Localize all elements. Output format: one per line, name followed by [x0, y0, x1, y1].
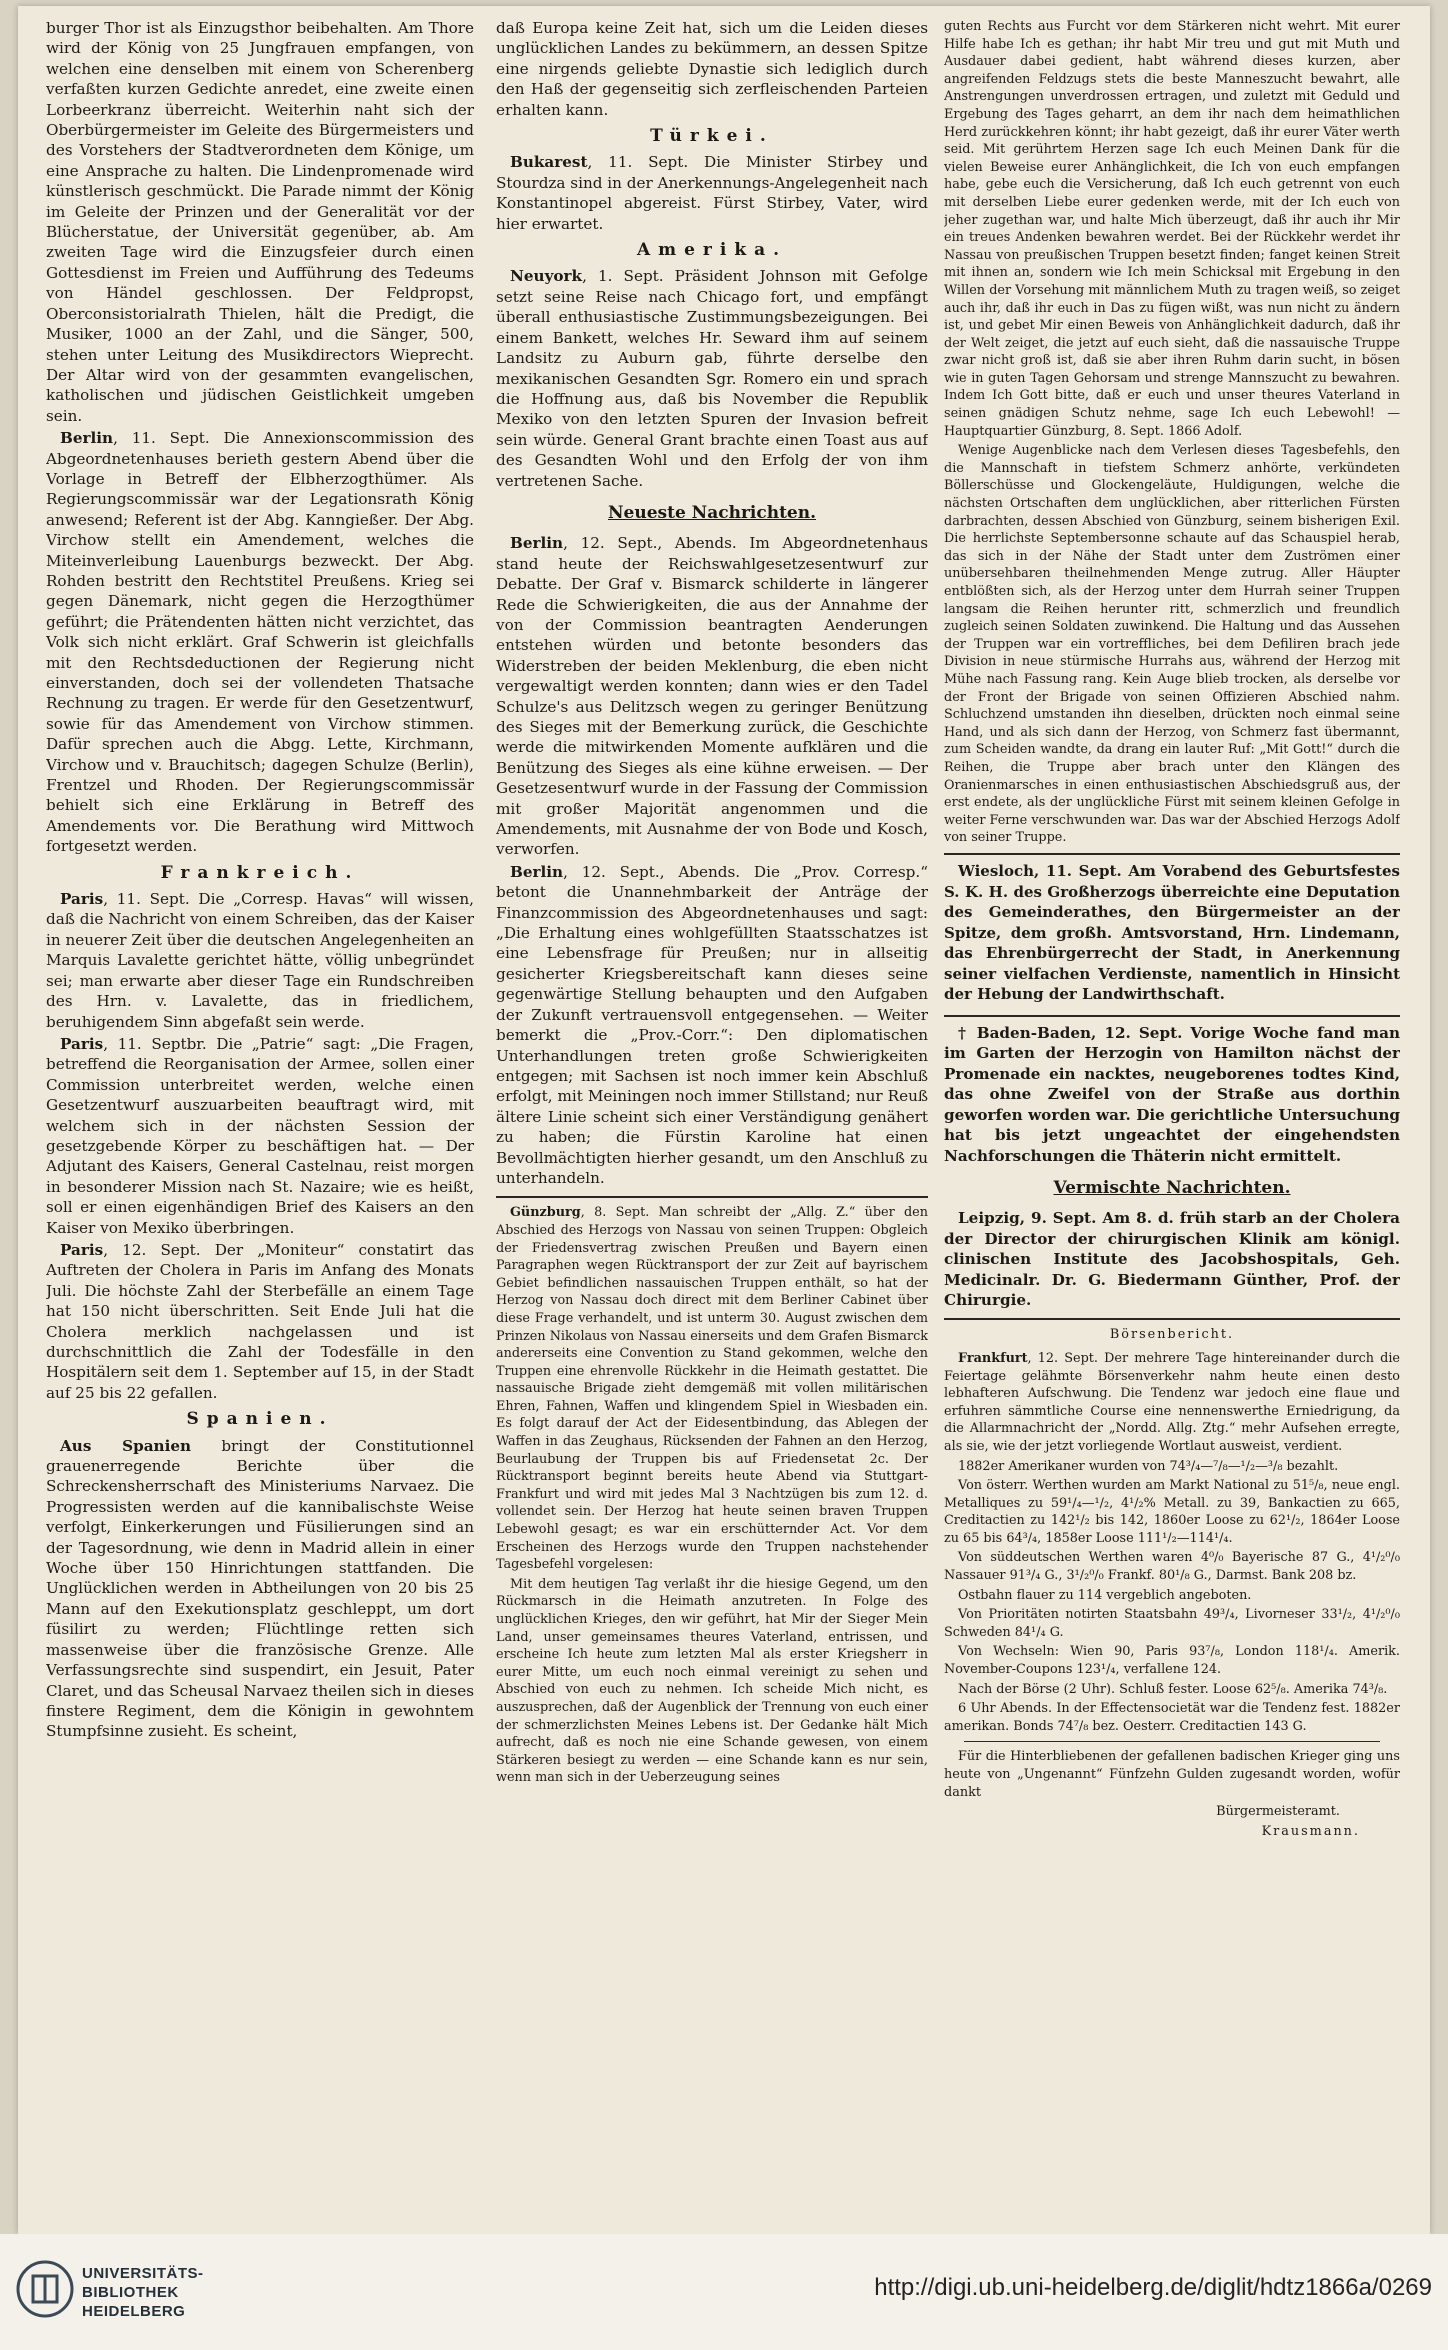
quote-line: Von österr. Werthen wurden am Markt National zu 51⁵/₈, neue engl. Metalliques zu 59¹/₄—¹/₂, 4¹/₂% Metall. zu 39, Bankactien zu 665, Creditactien zu 142¹/₂ bis 142, 1860er Loose zu 62¹/₂, 1864er Loose zu 65 bis 64³/₄, 1858er Loose 111¹/₂—114¹/₄.: [944, 1478, 1400, 1546]
divider: [964, 1741, 1380, 1742]
section-heading-frankreich: Frankreich.: [160, 862, 360, 883]
divider: [496, 1196, 928, 1198]
article-text: guten Rechts aus Furcht vor dem Stärkeren nicht wehrt. Mit eurer Hilfe habe Ich es gethan; ihr habt Mir treu und gut mit Muth und Ausdauer dabei gedient, habt während dieses kurzen, aber angreifenden Feldzugs stets die beste Manneszucht bewahrt, alle Anstrengungen unverdrossen ertragen, und zuletzt mit Geduld und Ergebung des Tages geharrt, an dem ihr nach dem heimathlichen Herd zurückkehren könnt; ihr habt gezeigt, daß ihr eurer Väter werth seid. Mit gerührtem Herzen sage Ich euch Meinen Dank für die vielen Beweise eurer Anhänglichkeit, die Ich von euch empfangen habe, gebe euch die Versicherung, daß Ich euch getrennt von euch mit derselben Liebe eurer gedenken werde, mit der Ich euch von jeher zugethan war, und halte Mich überzeugt, daß ihr auch ihr Mir ein treues Andenken bewahren werdet. Bei der Rückkehr werdet ihr Nassau von preußischen Truppen besetzt finden; fanget keinen Streit mit ihnen an, sondern wie Ich mein Schicksal mit Ergebung in den Willen der Vorsehung mit männlichem Muth zu tragen weiß, so zeiget auch ihr, daß ihr euch in Das zu fügen wißt, was nun nicht zu ändern ist, und gebet Mir einen Beweis von Anhänglichkeit dadurch, daß ihr der Welt zeiget, die jetzt auf euch sieht, daß die nassauische Truppe zwar nicht groß ist, daß sie aber ihren Ruhm darin sucht, in bösen wie in guten Tagen Gehorsam und strenge Mannszucht zu bewahren. Indem Ich Gott bitte, daß er euch und unser theures Vaterland in seinen gnädigen Schutz nehme, sage Ich euch Lebewohl! — Hauptquartier Günzburg, 8. Sept. 1866 Adolf.: [944, 19, 1400, 439]
column-2: [496, 18, 928, 2226]
notice-signer: Bürgermeisteramt.: [1216, 1804, 1340, 1820]
dateline: Aus Spanien: [60, 1436, 192, 1455]
article: [46, 1034, 474, 1238]
newspaper-page: [18, 6, 1430, 2234]
article: [496, 1204, 928, 1573]
quote-line: 6 Uhr Abends. In der Effectensocietät war die Tendenz fest. 1882er amerikan. Bonds 74⁷/₈ bez. Oesterr. Creditactien 143 G.: [944, 1701, 1400, 1734]
article: [496, 533, 928, 860]
library-name-line: BIBLIOTHEK: [82, 2284, 179, 2301]
boxed-news: [944, 853, 1400, 1017]
library-logo[interactable]: [10, 2254, 310, 2330]
article: [46, 889, 474, 1032]
footer-bar: [0, 2234, 1448, 2350]
article: [944, 1208, 1400, 1310]
article-text: burger Thor ist als Einzugsthor beibehalten. Am Thore wird der König von 25 Jungfrauen empfangen, von welchen eine denselben mit einem von Scherenberg verfaßten kurzen Gedichte anredet, eine zweite einen Lorbeerkranz überreicht. Weiterhin naht sich der Oberbürgermeister im Geleite des Bürgermeisters und des Vorstehers der Stadtverordneten dem Könige, um eine Ansprache zu halten. Die Lindenpromenade wird künstlerisch geschmückt. Die Parade nimmt der König im Geleite der Prinzen und der Generalität vor der Blücherstatue, der Universität gegenüber, ab. Am zweiten Tage wird die Einzugsfeier durch einen Gottesdienst im Freien und Aufführung des Tedeums von Händel geschlossen. Der Feldpropst, Oberconsistorialrath Thielen, hält die Predigt, die Musiker, 1000 an der Zahl, und die Sänger, 500, stehen unter Leitung des Musikdirectors Wieprecht. Der Altar wird von der gesammten evangelischen, katholischen und jüdischen Geistlichkeit umgeben sein.: [46, 19, 474, 425]
dateline: Neuyork: [510, 267, 583, 286]
notice-text: Für die Hinterbliebenen der gefallenen badischen Krieger ging uns heute von „Ungenannt“ Fünfzehn Gulden zugesandt worden, wofür dankt: [944, 1749, 1400, 1800]
article-text: , 8. Sept. Man schreibt der „Allg. Z.“ über den Abschied des Herzogs von Nassau von seinen Truppen: Obgleich der Friedensvertrag zwischen Preußen und Bayern einen Paragraphen wegen Rücktransport der zur Zeit auf bayrischem Gebiet befindlichen nassauischen Truppen enthält, so hat der Herzog von Nassau doch direct mit dem Berliner Cabinet über diese Frage verhandelt, und ist unterm 30. August zwischen dem Prinzen Nikolaus von Nassau einerseits und dem Grafen Bismarck andererseits eine Convention zu Stand gekommen, welche den Truppen eine ehrenvolle Rückkehr in die Heimath gestattet. Die nassauische Brigade zieht demgemäß mit vollen militärischen Ehren, Fahnen, Waffen und klingendem Spiel in Wiesbaden ein. Es folgt darauf der Act der Eidesentbindung, das Ablegen der Waffen in das Zeughaus, Rücksenden der Fahnen an den Herzog, Beurlaubung der Truppen bis auf Friedensetat 2c. Der Rücktransport beginnt bereits heute Abend via Stuttgart-Frankfurt und wird mit jedes Mal 3 Nachtzügen bis zum 12. d. vollendet sein. Der Herzog hat heute seinen braven Truppen Lebewohl gesagt; es war ein erschütternder Act. Vor dem Erscheinen des Herzogs wurde den Truppen nachstehender Tagesbefehl vorgelesen:: [496, 1205, 928, 1573]
article: [944, 1350, 1400, 1456]
dateline: Leipzig: [958, 1209, 1020, 1228]
dateline: Bukarest: [510, 153, 588, 172]
article-text: daß Europa keine Zeit hat, sich um die Leiden dieses unglücklichen Landes zu bekümmern, an dessen Spitze eine nirgends geliebte Dynastie sich lediglich durch den Haß der gegenseitig sich zerfleischenden Parteien erhalten kann.: [496, 19, 928, 119]
quote-line: Von süddeutschen Werthen waren 4⁰/₀ Bayerische 87 G., 4¹/₂⁰/₀ Nassauer 91³/₄ G., 3¹/₂⁰/₀ Frankf. 80¹/₈ G., Darmst. Bank 208 bz.: [944, 1550, 1400, 1584]
article-text: Wenige Augenblicke nach dem Verlesen dieses Tagesbefehls, den die Mannschaft in tiefstem Schmerz anhörte, verkündeten Böllerschüsse und Glockengeläute, Huldigungen, welche die nächsten Ortschaften dem unglücklichen, aber ritterlichen Fürsten darbrachten, dessen Abschied von Günzburg, seinem bisherigen Exil. Die herrlichste Septembersonne schaute auf das Schauspiel herab, das sich in der Nähe der Stadt unter dem Zuströmen einer unübersehbaren theilnehmenden Menge zutrug. Aller Häupter entblößten sich, als der Herzog unter dem Hurrah seiner Truppen langsam die Reihen herunter ritt, schmerzlich und freundlich zugleich seinen Soldaten zuwinkend. Die Haltung und das Aussehen der Truppen war ein vortreffliches, bei dem Defiliren brach jede Division in neue stürmische Hurrahs aus, während der Herzog mit Mühe nach Fassung rang. Kein Auge blieb trocken, als derselbe vor der Front der Brigade von seinen Offizieren Abschied nahm. Schluchzend umstanden ihn dieselben, drückten noch einmal seine Hand, und als sich dann der Herzog, von Schmerz fast übermannt, zum Scheiden wandte, da drang ein lauter Ruf: „Mit Gott!“ durch die Reihen, die Truppe aber brach unter den Klängen des Oranienmarsches in einen enthusiastischen Abschiedsgruß aus, der erst endete, als der unglückliche Fürst mit seinem kleinen Gefolge in weiter Ferne verschwunden war. Das war der Abschied Herzogs Adolf von seiner Truppe.: [944, 443, 1400, 846]
section-heading-vermischte-nachrichten: Vermischte Nachrichten.: [1053, 1177, 1291, 1198]
dateline: Wiesloch: [958, 861, 1035, 880]
dateline: Paris: [60, 890, 104, 909]
dateline: Berlin: [510, 534, 564, 553]
article: [496, 862, 928, 1189]
article: [944, 1023, 1400, 1166]
quote-line: Von Prioritäten notirten Staatsbahn 49³/₄, Livorneser 33¹/₂, 4¹/₂⁰/₀ Schweden 84¹/₄ G.: [944, 1607, 1400, 1640]
article-text: , 11. Sept. Die Annexionscommission des Abgeordnetenhauses berieth gestern Abend über die Vorlage in Betreff der Elbherzogthümer. Als Regierungscommissär war der Legationsrath König anwesend; Referent ist der Abg. Kanngießer. Der Abg. Virchow stellt ein Amendement, welches die Miteinverleibung Lauenburgs bezweckt. Der Abg. Rohden bestritt den Rechtstitel Preußens. Krieg sei gegen Dänemark, nicht gegen die Herzogthümer geführt; die Prätendenten hätten nicht verzichtet, das Volk sich nicht erklärt. Graf Schwerin ist gleichfalls mit den Rechtsdeductionen der Regierung nicht einverstanden, doch sei der vollendeten Thatsache Rechnung zu tragen. Er werde für den Gesetzentwurf, sowie für das Amendement von Virchow stimmen. Dafür sprechen auch die Abgg. Lette, Kirchmann, Virchow und v. Brauchitsch; dagegen Schulze (Berlin), Frentzel und Rhoden. Der Regierungscommissär behielt sich eine Erklärung in Betreff des Amendements vor. Die Berathung wird Mittwoch fortgesetzt werden.: [46, 429, 474, 856]
dateline: Berlin: [60, 429, 114, 448]
article-text: , 11. Sept. Die Minister Stirbey und Stourdza sind in der Anerkennungs-Angelegenheit nach Konstantinopel abgereist. Fürst Stirbey, Vater, wird hier erwartet.: [496, 153, 928, 233]
article-text: , 12. Sept. Der mehrere Tage hintereinander durch die Feiertage gelähmte Börsenverkehr nahm heute einen desto lebhafteren Aufschwung. Die Tendenz war jedoch eine flaue und erfuhren sämmtliche Course eine nennenswerthe Erniedrigung, da die Allarmnachricht der „Nordd. Allg. Ztg.“ mehr Aufsehen erregte, als sie, wie der jetzt vorliegende Wortlaut ausweist, verdient.: [944, 1350, 1400, 1454]
article-text: , 11. Sept. Die „Corresp. Havas“ will wissen, daß die Nachricht von einem Schreiben, das der Kaiser in neuerer Zeit über die deutschen Angelegenheiten an Marquis Lavalette gerichtet hätte, völlig unbegründet sei; man erwarte aber dieser Tage ein Rundschreiben des Hrn. v. Lavalette, das in friedlichem, beruhigendem Sinn abgefaßt sein werde.: [46, 890, 474, 1031]
source-url-link[interactable]: http://digi.ub.uni-heidelberg.de/diglit/hdtz1866a/0269: [874, 2274, 1432, 2301]
dateline: Günzburg: [510, 1205, 581, 1221]
article: [496, 266, 928, 490]
article-text: bringt der Constitutionnel grauenerregende Berichte über die Schreckensherrschaft des Ministeriums Narvaez. Die Progressisten werden auf die kannibalischste Weise verfolgt, Einkerkerungen und Füsilierungen sind an der Tagesordnung, wie denn in Madrid allein in einer Woche über 150 Hinrichtungen stattfanden. Die Unglücklichen werden in Abtheilungen von 20 bis 25 Mann auf den Exekutionsplatz geschleppt, um dort füsilirt zu werden; Flüchtlinge retten sich massenweise über die französische Grenze. Alle Verfassungsrechte sind suspendirt, ein Jesuit, Pater Claret, und das Scheusal Narvaez theilen sich in dieses finstere Regiment, dem die Königin in gewohntem Stumpfsinne zusieht. Es scheint,: [46, 1436, 474, 1741]
divider: [944, 1318, 1400, 1320]
article-text: , 11. Sept. Am Vorabend des Geburtsfestes S. K. H. des Großherzogs überreichte eine Deputation des Gemeinderathes, den Bürgermeister an der Spitze, dem großh. Amtsvorstand, Hrn. Lindemann, das Ehrenbürgerrecht der Stadt, in Anerkennung seiner vielfachen Verdienste, namentlich in Hinsicht der Hebung der Landwirthschaft.: [944, 861, 1400, 1004]
section-heading-spanien: Spanien.: [186, 1409, 334, 1430]
article: [496, 152, 928, 234]
quote-line: Von Wechseln: Wien 90, Paris 93⁷/₈, London 118¹/₄. Amerik. November-Coupons 123¹/₄, verfallene 124.: [944, 1644, 1400, 1678]
article: [46, 1240, 474, 1403]
quote-line: Ostbahn flauer zu 114 vergeblich angeboten.: [958, 1587, 1252, 1603]
column-3: [944, 18, 1400, 2226]
dateline: Frankfurt: [958, 1350, 1028, 1366]
article-text: , 1. Sept. Präsident Johnson mit Gefolge setzt seine Reise nach Chicago fort, und empfängt überall enthusiastische Zustimmungsbezeigungen. Bei einem Bankett, welches Hr. Seward ihm auf seinem Landsitz zu Auburn gab, führte derselbe den mexikanischen Gesandten Sgr. Romero ein und sprach die Hoffnung aus, daß bis November die Republik Mexiko von den letzten Spuren der Invasion befreit sein würde. General Grant brachte einen Toast aus auf des Gesandten Wohl und den Erfolg der von ihm vertretenen Sache.: [496, 267, 928, 490]
column-1: [46, 18, 474, 2226]
article-text: , 12. Sept. Vorige Woche fand man im Garten der Herzogin von Hamilton nächst der Promenade ein nacktes, neugeborenes todtes Kind, das ohne Zweifel von der Straße aus dorthin geworfen worden war. Die gerichtliche Untersuchung hat bis jetzt ungeachtet der eingehendsten Nachforschungen die Thäterin nicht ermittelt.: [944, 1024, 1400, 1165]
article: [46, 1436, 474, 1742]
dateline: † Baden-Baden: [958, 1024, 1092, 1043]
section-heading-boersenbericht: Börsenbericht.: [1109, 1327, 1235, 1343]
article-text: , 12. Sept., Abends. Die „Prov. Corresp.“ betont die Unannehmbarkeit der Anträge der Finanzcommission des Abgeordnetenhauses und sagt: „Die Erhaltung eines wohlgefüllten Staatsschatzes ist eine Lebensfrage für Preußen; nur in allseitig gesicherter Kriegsbereitschaft kann dieses seine gegenwärtige Stellung behaupten und den Aufgaben der Zukunft vertrauensvoll entgegensehen. — Weiter bemerkt die „Prov.-Corr.“: Den diplomatischen Unterhandlungen treten große Schwierigkeiten entgegen; mit Sachsen ist noch immer kein Abschluß erfolgt, mit Meiningen noch immer Stillstand; nur Reuß ältere Linie scheint sich einer Verständigung genähert zu haben; die Fürstin Karoline hat einen Bevollmächtigten hierher gesandt, um den Anschluß zu unterhandeln.: [496, 862, 928, 1187]
article-text: Mit dem heutigen Tag verlaßt ihr die hiesige Gegend, um den Rückmarsch in die Heimath anzutreten. In Folge des unglücklichen Krieges, den wir geführt, hat Mir der Sieger Mein Land, unser gemeinsames theures Vaterland, entrissen, und erscheine Ich heute zum letzten Mal als erster Kriegsherr in eurer Mitte, um euch noch einmal vereinigt zu sehen und Abschied von euch zu nehmen. Ich scheide Mich nicht, es auszusprechen, daß der Augenblick der Trennung von euch einer der schmerzlichsten Meines Lebens ist. Der Gedanke hält Mich aufrecht, daß es noch nie eine Schande gewesen, von einem Stärkeren besiegt zu werden — eine Schande kann es nur sein, wenn man sich in der Ueberzeugung seines: [496, 1576, 928, 1786]
library-seal-icon: [16, 2260, 74, 2318]
article: [944, 861, 1400, 1005]
dateline: Paris: [60, 1240, 104, 1259]
library-name-line: HEIDELBERG: [82, 2303, 186, 2320]
article-text: , 12. Sept., Abends. Im Abgeordnetenhaus stand heute der Reichswahlgesetzesentwurf zur Debatte. Der Graf v. Bismarck schilderte in längerer Rede die Schwierigkeiten, die aus der Annahme der von der Commission beantragten Aenderungen entstehen würden und betonte besonders das Widerstreben der beiden Meklenburg, die eben nicht vergewaltigt werden konnten; dann wies er den Tadel Schulze's aus Delitzsch wegen zu geringer Benützung des Sieges mit der Bemerkung zurück, die Geschichte werde die mitwirkenden Momente aufklären und die Benützung des Sieges als eine kühne erweisen. — Der Gesetzesentwurf wurde in der Fassung der Commission mit großer Majorität angenommen und die Amendements, mit Ausnahme der von Bode und Kosch, verworfen.: [496, 534, 928, 859]
dateline: Berlin: [510, 862, 564, 881]
section-heading-neueste-nachrichten: Neueste Nachrichten.: [607, 502, 817, 523]
library-name-line: UNIVERSITÄTS-: [82, 2265, 204, 2282]
dateline: Paris: [60, 1034, 104, 1053]
article-text: , 9. Sept. Am 8. d. früh starb an der Cholera der Director der chirurgischen Klinik am königl. clinischen Institute des Jacobshospitals, Geh. Medicinalr. Dr. G. Biedermann Günther, Prof. der Chirurgie.: [944, 1209, 1400, 1309]
article-text: , 12. Sept. Der „Moniteur“ constatirt das Auftreten der Cholera in Paris im Anfang des Monats Juli. Die höchste Zahl der Sterbefälle an einem Tage hat 150 nicht überschritten. Seit Ende Juli hat die Cholera merklich nachgelassen und ist durchschnittlich die Zahl der Todesfälle in den Hospitälern seit dem 1. September auf 15, in der Stadt auf 25 bis 22 gefallen.: [46, 1240, 474, 1402]
quote-line: Nach der Börse (2 Uhr). Schluß fester. Loose 62⁵/₈. Amerika 74³/₈.: [958, 1681, 1388, 1697]
library-name: [82, 2264, 204, 2321]
article-text: , 11. Septbr. Die „Patrie“ sagt: „Die Fragen, betreffend die Reorganisation der Armee, sollen einer Commission unterbreitet werden, welche einen Gesetzentwurf auszuarbeiten beauftragt wird, mit welchem sich in der nächsten Session der gesetzgebende Körper zu beschäftigen hat. — Der Adjutant des Kaisers, General Castelnau, reist morgen in besonderer Mission nach St. Nazaire; wie es heißt, soll er einen eigenhändigen Brief des Kaisers an den Kaiser von Mexiko überbringen.: [46, 1034, 474, 1237]
section-heading-amerika: Amerika.: [636, 240, 788, 261]
article: [46, 428, 474, 857]
notice-name: Krausmann.: [1261, 1823, 1360, 1839]
section-heading-tuerkei: Türkei.: [650, 126, 774, 147]
quote-line: 1882er Amerikaner wurden von 74³/₄—⁷/₈—¹/₂—³/₈ bezahlt.: [958, 1458, 1339, 1474]
